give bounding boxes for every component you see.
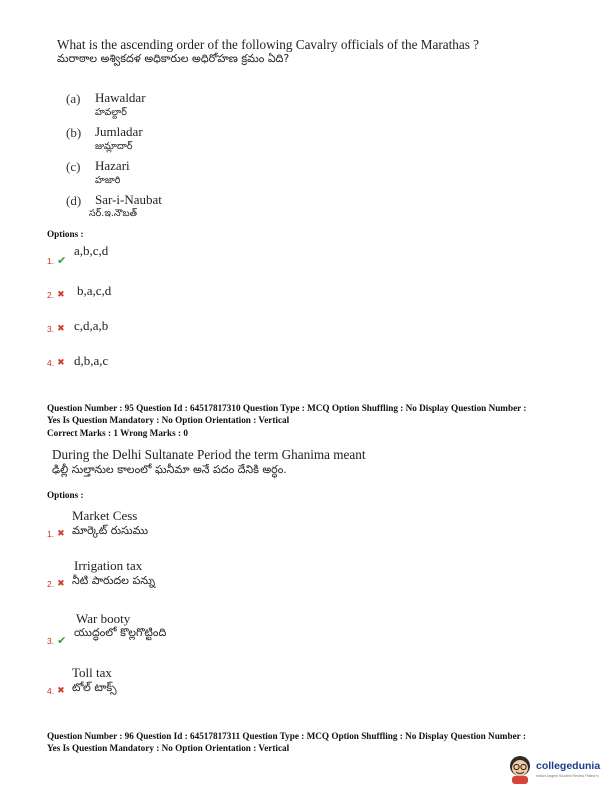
option-text: c,d,a,b	[74, 318, 109, 333]
item-label: (c)	[66, 159, 81, 174]
question-95-text-te: ఢిల్లీ సుల్తానుల కాలంలో ఘనీమా అనే పదం దేనికి అర్ధం.	[52, 463, 287, 476]
option-3-marker	[47, 324, 65, 334]
option-text-te: మార్కెట్ రుసుము	[72, 524, 149, 537]
collegedunia-logo	[503, 752, 609, 786]
option-4-marker	[47, 358, 65, 368]
option-2-marker	[47, 579, 65, 589]
item-en: Sar-i-Naubat	[95, 192, 162, 207]
item-label: (d)	[66, 193, 82, 208]
item-label: (b)	[66, 125, 82, 140]
option-number: 1.	[47, 255, 55, 266]
mascot-icon	[506, 754, 534, 784]
item-te: హవల్దార్	[95, 107, 127, 118]
logo-tagline: India's largest Student Review Platform	[536, 774, 599, 778]
item-en: Hawaldar	[95, 90, 146, 105]
cross-icon: ✖	[57, 324, 65, 334]
option-1-marker	[47, 529, 65, 539]
item-en: Hazari	[95, 158, 130, 173]
option-number: 2.	[47, 579, 55, 589]
question-96-meta-line2: Yes Is Question Mandatory : No Option Orientation : Vertical	[47, 743, 290, 753]
question-95-marks: Correct Marks : 1 Wrong Marks : 0	[47, 428, 188, 438]
item-te: హజారి	[95, 175, 121, 186]
item-te: జుమ్లాదార్	[95, 141, 133, 152]
option-2-marker	[47, 290, 65, 300]
option-number: 3.	[47, 635, 55, 646]
options-heading: Options :	[47, 229, 84, 239]
item-te: సర్.ఇ.నౌబత్	[89, 208, 138, 219]
option-text-en: Market Cess	[72, 508, 138, 523]
option-text-en: Toll tax	[72, 665, 112, 680]
option-text-te: యుద్ధంలో కొల్లగొట్టింది	[74, 626, 167, 639]
option-text: a,b,c,d	[74, 243, 109, 258]
option-text-te: టోల్ టాక్స్	[72, 681, 117, 694]
question-94-text-te: మరాఠాల అశ్వికదళ అధికారుల అధిరోహణ క్రమం ఏది?	[57, 52, 290, 65]
option-number: 4.	[47, 686, 55, 696]
cross-icon: ✖	[57, 358, 65, 368]
question-94-text-en: What is the ascending order of the following Cavalry officials of the Marathas ?	[57, 37, 479, 52]
option-number: 1.	[47, 529, 55, 539]
option-3-marker	[47, 634, 66, 647]
question-95-meta-line2: Yes Is Question Mandatory : No Option Orientation : Vertical	[47, 415, 290, 425]
option-text-en: Irrigation tax	[74, 558, 143, 573]
option-number: 4.	[47, 358, 55, 368]
options-heading: Options :	[47, 490, 84, 500]
option-number: 2.	[47, 290, 55, 300]
checkmark-icon: ✔	[57, 634, 67, 647]
checkmark-icon: ✔	[57, 254, 67, 267]
option-text: d,b,a,c	[74, 353, 109, 368]
item-en: Jumladar	[95, 124, 143, 139]
cross-icon: ✖	[57, 290, 65, 300]
cross-icon: ✖	[57, 686, 65, 696]
question-96-meta-line1: Question Number : 96 Question Id : 64517817311 Question Type : MCQ Option Shuffling : No Display Question Number :	[47, 731, 526, 741]
option-text: b,a,c,d	[77, 283, 112, 298]
question-95-text-en: During the Delhi Sultanate Period the term Ghanima meant	[52, 447, 366, 462]
option-number: 3.	[47, 324, 55, 334]
option-text-en: War booty	[76, 611, 131, 626]
option-4-marker	[47, 686, 65, 696]
item-label: (a)	[66, 91, 81, 106]
cross-icon: ✖	[57, 529, 65, 539]
cross-icon: ✖	[57, 579, 65, 589]
logo-wordmark: collegedunia	[536, 760, 601, 772]
question-95-meta-line1: Question Number : 95 Question Id : 64517817310 Question Type : MCQ Option Shuffling : No Display Question Number :	[47, 403, 527, 413]
option-text-te: నీటి పారుదల పన్ను	[72, 574, 156, 587]
option-1-marker	[47, 254, 66, 267]
